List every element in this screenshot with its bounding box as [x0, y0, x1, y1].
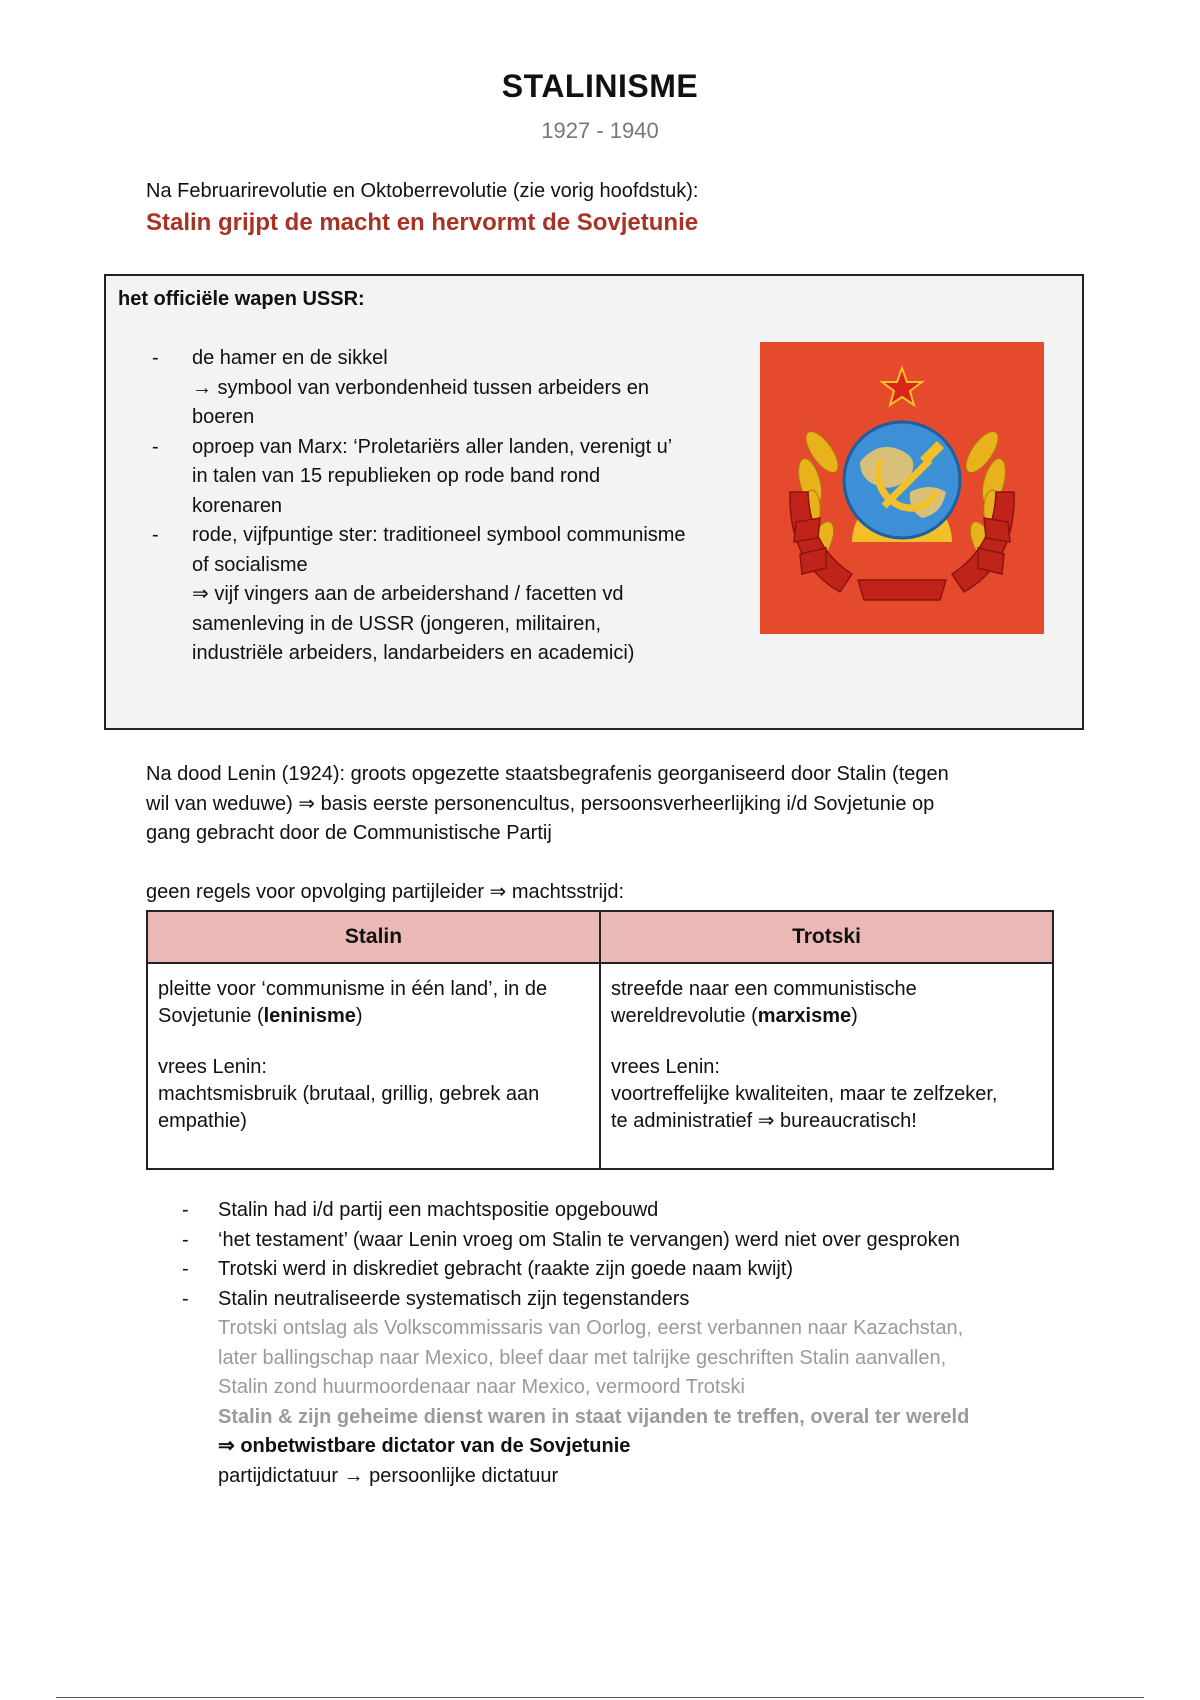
trotski-fate-line: Stalin zond huurmoordenaar naar Mexico, vermoord Trotski — [218, 1376, 745, 1398]
page-title: STALINISME — [501, 68, 699, 104]
stalin-trotski-table — [146, 910, 1054, 1170]
section-subtitle: Stalin grijpt de macht en hervormt de Sovjetunie — [146, 209, 699, 236]
list-item: - rode, vijfpuntige ster: traditioneel symbool communisme of socialisme ⇒ vijf vingers aan de arbeidershand / facetten vd samenleving in de USSR (jongeren, militairen, industriële arbeiders, landarbeiders en academici) — [152, 524, 686, 664]
coat-box-title: het officiële wapen USSR: — [118, 288, 365, 310]
table-header-trotski: Trotski — [600, 911, 1053, 963]
trotski-fate-line: later ballingschap naar Mexico, bleef daar met talrijke geschriften Stalin aanvallen, — [218, 1346, 947, 1369]
succession-line: geen regels voor opvolging partijleider ⇒ machtsstrijd: — [146, 881, 625, 903]
table-cell-stalin: pleitte voor ‘communisme in één land’, in de Sovjetunie (leninisme) vrees Lenin: machtsmisbruik (brutaal, grillig, gebrek aan empathie) — [147, 963, 600, 1169]
list-item: - ‘het testament’ (waar Lenin vroeg om Stalin te vervangen) werd niet over gesproken — [182, 1228, 960, 1251]
power-struggle-list — [176, 1196, 1076, 1491]
dictatorship-line: partijdictatuur → persoonlijke dictatuur — [218, 1464, 559, 1487]
ussr-emblem-image — [760, 342, 1044, 634]
lenin-funeral-paragraph: Na dood Lenin (1924): groots opgezette staatsbegrafenis georganiseerd door Stalin (tegen wil van weduwe) ⇒ basis eerste personencultus, persoonsverheerlijking i/d Sovjetunie op gang gebracht door de Communistische Partij — [146, 763, 949, 844]
table-header-stalin: Stalin — [147, 911, 600, 963]
list-item: - Trotski werd in diskrediet gebracht (raakte zijn goede naam kwijt) — [182, 1258, 794, 1280]
dictator-conclusion: ⇒ onbetwistbare dictator van de Sovjetunie — [218, 1435, 631, 1457]
trotski-fate-line: Trotski ontslag als Volkscommissaris van Oorlog, eerst verbannen naar Kazachstan, — [218, 1317, 964, 1339]
table-cell-trotski: streefde naar een communistische wereldrevolutie (marxisme) vrees Lenin: voortreffelijke kwaliteiten, maar te zelfzeker, te administratief ⇒ bureaucratisch! — [600, 963, 1053, 1169]
secret-service-line: Stalin & zijn geheime dienst waren in staat vijanden te treffen, overal ter wereld — [218, 1405, 970, 1428]
coat-of-arms-box — [104, 274, 1084, 730]
list-item: - Stalin neutraliseerde systematisch zijn tegenstanders Trotski ontslag als Volkscommissaris van Oorlog, eerst verbannen naar Kazachstan, later ballingschap naar Mexico, bleef daar met talrijke geschriften Stalin aanvallen, Stalin zond huurmoordenaar naar Mexico, vermoord Trotski Stalin & zijn geheime dienst waren in staat vijanden te treffen, overal ter wereld ⇒ onbetwistbare dictator van de Sovjetunie partijdictatuur → persoonlijke dictatuur — [176, 1285, 1076, 1492]
coat-list — [146, 344, 766, 669]
list-item: - oproep van Marx: ‘Proletariërs aller landen, verenigt u’ in talen van 15 republieken op rode band rond korenaren — [152, 435, 673, 517]
list-item: - Stalin had i/d partij een machtspositie opgebouwd — [182, 1199, 659, 1221]
intro-line: Na Februarirevolutie en Oktoberrevolutie (zie vorig hoofdstuk): — [146, 180, 699, 202]
period-years: 1927 - 1940 — [541, 118, 659, 143]
list-item: - de hamer en de sikkel → symbool van verbondenheid tussen arbeiders en boeren — [152, 347, 649, 428]
footer-divider — [56, 1697, 1144, 1698]
